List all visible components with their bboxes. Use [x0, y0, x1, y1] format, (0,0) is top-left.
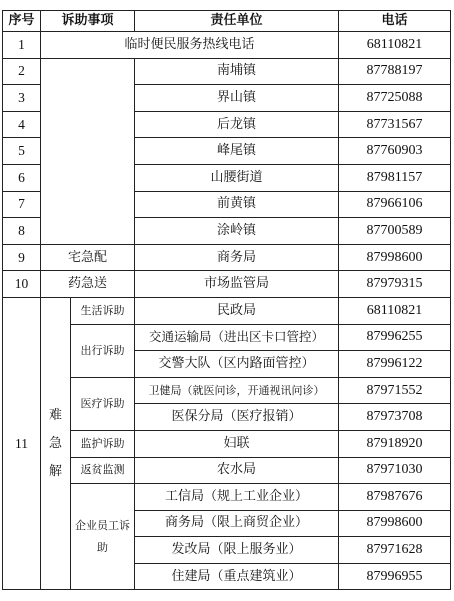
row-no: 4 [3, 111, 41, 138]
header-unit: 责任单位 [135, 11, 339, 32]
row-phone: 87971628 [339, 537, 451, 564]
row-unit: 发改局（限上服务业） [135, 537, 339, 564]
table-row [3, 271, 451, 298]
row-unit: 交通运输局（进出区卡口管控） [135, 324, 339, 351]
row-unit: 前黄镇 [135, 191, 339, 218]
header-matter: 诉助事项 [41, 11, 135, 32]
row-phone: 87966106 [339, 191, 451, 218]
row-no: 11 [3, 297, 41, 590]
row-unit: 工信局（规上工业企业） [135, 484, 339, 511]
row-unit: 民政局 [135, 297, 339, 324]
row-no: 3 [3, 85, 41, 112]
row-no: 8 [3, 218, 41, 245]
row-unit: 住建局（重点建筑业） [135, 563, 339, 590]
row-phone: 87973708 [339, 404, 451, 431]
row-phone: 87987676 [339, 484, 451, 511]
table-row [3, 484, 451, 511]
row-phone: 87996255 [339, 324, 451, 351]
row-phone: 68110821 [339, 297, 451, 324]
row-no: 7 [3, 191, 41, 218]
row-category: 难 急 解 [41, 297, 71, 590]
row-unit: 临时便民服务热线电话 [41, 32, 339, 59]
table-row [3, 324, 451, 351]
row-no: 6 [3, 164, 41, 191]
row-phone: 68110821 [339, 32, 451, 59]
row-no: 10 [3, 271, 41, 298]
row-matter: 药急送 [41, 271, 135, 298]
row-unit: 妇联 [135, 430, 339, 457]
table-row [3, 457, 451, 484]
row-unit: 界山镇 [135, 85, 339, 112]
row-phone: 87998600 [339, 510, 451, 537]
row-no: 5 [3, 138, 41, 165]
row-subcategory: 医疗诉助 [71, 377, 135, 430]
row-subcategory: 企业员工诉助 [71, 484, 135, 590]
row-phone: 87998600 [339, 244, 451, 271]
row-no: 1 [3, 32, 41, 59]
row-unit: 商务局（限上商贸企业） [135, 510, 339, 537]
row-phone: 87996955 [339, 563, 451, 590]
row-phone: 87996122 [339, 351, 451, 378]
table-row [3, 377, 451, 404]
row-phone: 87788197 [339, 58, 451, 85]
table-row [3, 430, 451, 457]
row-phone: 87700589 [339, 218, 451, 245]
row-unit: 商务局 [135, 244, 339, 271]
header-phone: 电话 [339, 11, 451, 32]
header-no: 序号 [3, 11, 41, 32]
row-unit: 市场监管局 [135, 271, 339, 298]
row-unit: 山腰街道 [135, 164, 339, 191]
row-phone: 87971030 [339, 457, 451, 484]
table-row [3, 32, 451, 59]
row-unit: 医保分局（医疗报销） [135, 404, 339, 431]
table-row [3, 244, 451, 271]
row-unit: 涂岭镇 [135, 218, 339, 245]
row-phone: 87971552 [339, 377, 451, 404]
row-no: 9 [3, 244, 41, 271]
row-phone: 87918920 [339, 430, 451, 457]
row-subcategory: 监护诉助 [71, 430, 135, 457]
row-unit: 卫健局（就医问诊，开通视讯问诊） [135, 377, 339, 404]
table-row [3, 297, 451, 324]
row-unit: 交警大队（区内路面管控） [135, 351, 339, 378]
row-unit: 峰尾镇 [135, 138, 339, 165]
row-unit: 后龙镇 [135, 111, 339, 138]
row-matter: 宅急配 [41, 244, 135, 271]
row-unit: 南埔镇 [135, 58, 339, 85]
row-phone: 87981157 [339, 164, 451, 191]
row-subcategory: 返贫监测 [71, 457, 135, 484]
row-matter-empty [41, 58, 135, 244]
table-row [3, 58, 451, 85]
row-subcategory: 出行诉助 [71, 324, 135, 377]
row-phone: 87731567 [339, 111, 451, 138]
row-no: 2 [3, 58, 41, 85]
row-subcategory: 生活诉助 [71, 297, 135, 324]
row-phone: 87979315 [339, 271, 451, 298]
row-phone: 87760903 [339, 138, 451, 165]
row-phone: 87725088 [339, 85, 451, 112]
contact-table [2, 10, 451, 590]
row-unit: 农水局 [135, 457, 339, 484]
